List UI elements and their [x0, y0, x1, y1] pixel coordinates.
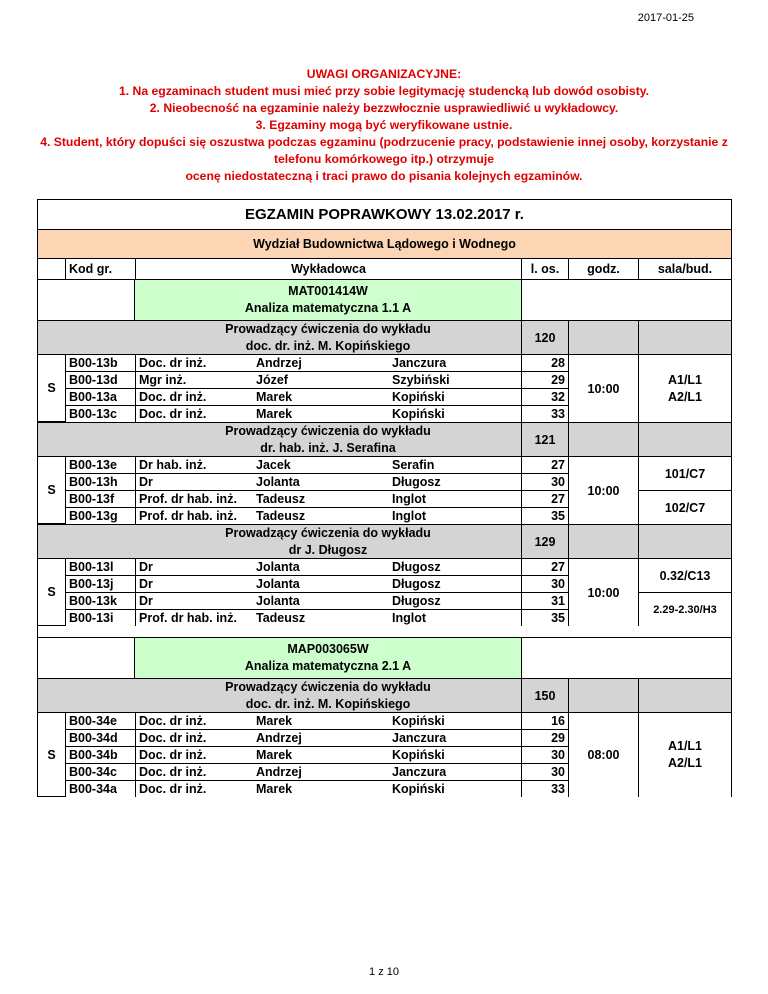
exam-room: 0.32/C13: [638, 558, 732, 592]
course-band-right: [521, 638, 732, 678]
lecturer-title: Doc. dr inż.: [135, 729, 253, 746]
lecturer-last-name: Kopiński: [389, 712, 521, 729]
course-name: Analiza matematyczna 1.1 A: [244, 301, 412, 315]
group-code: B00-13l: [65, 558, 135, 575]
header-count: l. os.: [521, 259, 568, 280]
lecturer-last-name: Kopiński: [389, 405, 521, 422]
group-code: B00-13a: [65, 388, 135, 405]
lecturer-first-name: Tadeusz: [253, 490, 389, 507]
block-heading-time: [568, 678, 638, 712]
course-separator: [37, 626, 732, 638]
lecturer-title: Doc. dr inż.: [135, 763, 253, 780]
header-spacer: [37, 259, 65, 280]
header-time: godz.: [568, 259, 638, 280]
lecturer-title: Dr: [135, 473, 253, 490]
block-heading: [135, 524, 521, 558]
block-total: 129: [521, 524, 568, 558]
lecturer-last-name: Długosz: [389, 592, 521, 609]
course-code: MAP003065W: [287, 642, 369, 656]
group-code: B00-13d: [65, 371, 135, 388]
document-date: 2017-01-25: [637, 12, 694, 24]
block-heading-line: Prowadzący ćwiczenia do wykładu: [225, 525, 431, 540]
lecturer-first-name: Marek: [253, 746, 389, 763]
header-lecturer: Wykładowca: [135, 259, 521, 280]
course-band-right: [521, 280, 732, 320]
lecturer-title: Doc. dr inż.: [135, 712, 253, 729]
lecturer-first-name: Marek: [253, 712, 389, 729]
student-count: 16: [521, 712, 568, 729]
header-room: sala/bud.: [638, 259, 732, 280]
exam-time: 10:00: [568, 456, 638, 524]
lecturer-first-name: Jolanta: [253, 473, 389, 490]
block-heading: [135, 320, 521, 354]
exam-room: A1/L1: [667, 372, 703, 387]
block-heading-time: [568, 422, 638, 456]
lecturer-last-name: Inglot: [389, 490, 521, 507]
lecturer-first-name: Andrzej: [253, 729, 389, 746]
lecturer-last-name: Inglot: [389, 609, 521, 626]
lecturer-last-name: Długosz: [389, 575, 521, 592]
exam-time: 10:00: [568, 354, 638, 422]
lecturer-first-name: Marek: [253, 780, 389, 797]
lecturer-first-name: Jolanta: [253, 592, 389, 609]
block-heading-line: Prowadzący ćwiczenia do wykładu: [225, 321, 431, 336]
exam-time: 08:00: [568, 712, 638, 797]
lecturer-title: Doc. dr inż.: [135, 354, 253, 371]
block-total: 121: [521, 422, 568, 456]
group-code: B00-13b: [65, 354, 135, 371]
lecturer-first-name: Tadeusz: [253, 507, 389, 524]
student-count: 33: [521, 780, 568, 797]
lecturer-last-name: Kopiński: [389, 388, 521, 405]
course-band: [135, 638, 521, 678]
block-mark: S: [37, 558, 65, 626]
lecturer-first-name: Józef: [253, 371, 389, 388]
student-count: 28: [521, 354, 568, 371]
course-code: MAT001414W: [288, 284, 368, 298]
student-count: 30: [521, 473, 568, 490]
header-group: Kod gr.: [65, 259, 135, 280]
exam-room: A1/L1: [667, 739, 703, 753]
exam-room: 2.29-2.30/H3: [638, 592, 732, 626]
block-heading-left: [37, 422, 135, 456]
lecturer-title: Prof. dr hab. inż.: [135, 609, 253, 626]
lecturer-title: Dr: [135, 592, 253, 609]
group-code: B00-13i: [65, 609, 135, 626]
lecturer-title: Prof. dr hab. inż.: [135, 490, 253, 507]
block-heading-room: [638, 422, 732, 456]
student-count: 33: [521, 405, 568, 422]
notice-line: 4. Student, który dopuści się oszustwa podczas egzaminu (podrzucenie pracy, podstawienie innej osoby, korzystanie z: [40, 135, 728, 149]
exam-room: 101/C7: [638, 456, 732, 490]
notice-line: 3. Egzaminy mogą być weryfikowane ustnie.: [255, 118, 513, 132]
block-heading: [135, 422, 521, 456]
student-count: 29: [521, 371, 568, 388]
student-count: 31: [521, 592, 568, 609]
block-heading-room: [638, 320, 732, 354]
group-code: B00-34b: [65, 746, 135, 763]
block-heading-line: Prowadzący ćwiczenia do wykładu: [225, 423, 431, 438]
lecturer-last-name: Długosz: [389, 558, 521, 575]
lecturer-first-name: Tadeusz: [253, 609, 389, 626]
lecturer-title: Dr hab. inż.: [135, 456, 253, 473]
student-count: 30: [521, 575, 568, 592]
block-heading-time: [568, 320, 638, 354]
block-total: 120: [521, 320, 568, 354]
block-total: 150: [521, 678, 568, 712]
exam-room: A2/L1: [667, 389, 703, 404]
course-band: [135, 280, 521, 320]
lecturer-last-name: Szybiński: [389, 371, 521, 388]
student-count: 27: [521, 558, 568, 575]
notice-title: UWAGI ORGANIZACYJNE:: [306, 67, 462, 81]
exam-title: EGZAMIN POPRAWKOWY 13.02.2017 r.: [37, 199, 732, 229]
block-heading-room: [638, 678, 732, 712]
group-code: B00-34a: [65, 780, 135, 797]
block-heading-line: dr J. Długosz: [288, 542, 368, 557]
group-code: B00-13g: [65, 507, 135, 524]
lecturer-first-name: Andrzej: [253, 354, 389, 371]
group-code: B00-13f: [65, 490, 135, 507]
exam-time: 10:00: [568, 558, 638, 626]
group-code: B00-13k: [65, 592, 135, 609]
student-count: 29: [521, 729, 568, 746]
notice-line: telefonu komórkowego itp.) otrzymuje: [273, 152, 495, 166]
lecturer-title: Doc. dr inż.: [135, 405, 253, 422]
student-count: 35: [521, 507, 568, 524]
lecturer-last-name: Długosz: [389, 473, 521, 490]
block-heading-left: [37, 678, 135, 712]
student-count: 30: [521, 763, 568, 780]
block-heading-left: [37, 524, 135, 558]
student-count: 32: [521, 388, 568, 405]
lecturer-first-name: Andrzej: [253, 763, 389, 780]
block-heading-line: doc. dr. inż. M. Kopińskiego: [245, 696, 411, 711]
lecturer-first-name: Marek: [253, 388, 389, 405]
group-code: B00-13j: [65, 575, 135, 592]
block-heading-time: [568, 524, 638, 558]
lecturer-first-name: Marek: [253, 405, 389, 422]
lecturer-last-name: Janczura: [389, 729, 521, 746]
group-code: B00-34c: [65, 763, 135, 780]
course-band-left: [37, 638, 135, 678]
group-code: B00-34e: [65, 712, 135, 729]
student-count: 27: [521, 456, 568, 473]
lecturer-title: Dr: [135, 575, 253, 592]
student-count: 27: [521, 490, 568, 507]
lecturer-title: Mgr inż.: [135, 371, 253, 388]
lecturer-title: Doc. dr inż.: [135, 388, 253, 405]
block-heading-line: Prowadzący ćwiczenia do wykładu: [225, 679, 431, 694]
student-count: 35: [521, 609, 568, 626]
block-mark: S: [37, 354, 65, 422]
group-code: B00-13h: [65, 473, 135, 490]
notice-line: 1. Na egzaminach student musi mieć przy sobie legitymację studencką lub dowód osobisty.: [118, 84, 650, 98]
exam-room-list: [638, 712, 732, 797]
student-count: 30: [521, 746, 568, 763]
lecturer-first-name: Jacek: [253, 456, 389, 473]
lecturer-title: Doc. dr inż.: [135, 780, 253, 797]
lecturer-last-name: Kopiński: [389, 780, 521, 797]
exam-room: 102/C7: [638, 490, 732, 524]
block-mark: S: [37, 456, 65, 524]
faculty-name: Wydział Budownictwa Lądowego i Wodnego: [37, 229, 732, 259]
block-heading-line: dr. hab. inż. J. Serafina: [260, 440, 396, 455]
lecturer-last-name: Inglot: [389, 507, 521, 524]
group-code: B00-13c: [65, 405, 135, 422]
block-heading-room: [638, 524, 732, 558]
notice-line: 2. Nieobecność na egzaminie należy bezzwłocznie usprawiedliwić u wykładowcy.: [149, 101, 619, 115]
exam-room-list: [638, 354, 732, 422]
lecturer-last-name: Janczura: [389, 354, 521, 371]
lecturer-title: Prof. dr hab. inż.: [135, 507, 253, 524]
course-name: Analiza matematyczna 2.1 A: [244, 659, 412, 673]
group-code: B00-34d: [65, 729, 135, 746]
exam-room: A2/L1: [667, 756, 703, 770]
block-heading: [135, 678, 521, 712]
block-heading-line: doc. dr. inż. M. Kopińskiego: [245, 338, 411, 353]
group-code: B00-13e: [65, 456, 135, 473]
lecturer-last-name: Janczura: [389, 763, 521, 780]
exam-schedule-table: [37, 199, 732, 919]
lecturer-last-name: Kopiński: [389, 746, 521, 763]
lecturer-first-name: Jolanta: [253, 558, 389, 575]
notice-line: ocenę niedostateczną i traci prawo do pisania kolejnych egzaminów.: [185, 169, 583, 183]
lecturer-last-name: Serafin: [389, 456, 521, 473]
page-number: 1 z 10: [369, 966, 399, 978]
course-band-left: [37, 280, 135, 320]
organizational-notice: [0, 66, 768, 185]
block-heading-left: [37, 320, 135, 354]
lecturer-title: Dr: [135, 558, 253, 575]
block-mark: S: [37, 712, 65, 797]
lecturer-title: Doc. dr inż.: [135, 746, 253, 763]
lecturer-first-name: Jolanta: [253, 575, 389, 592]
